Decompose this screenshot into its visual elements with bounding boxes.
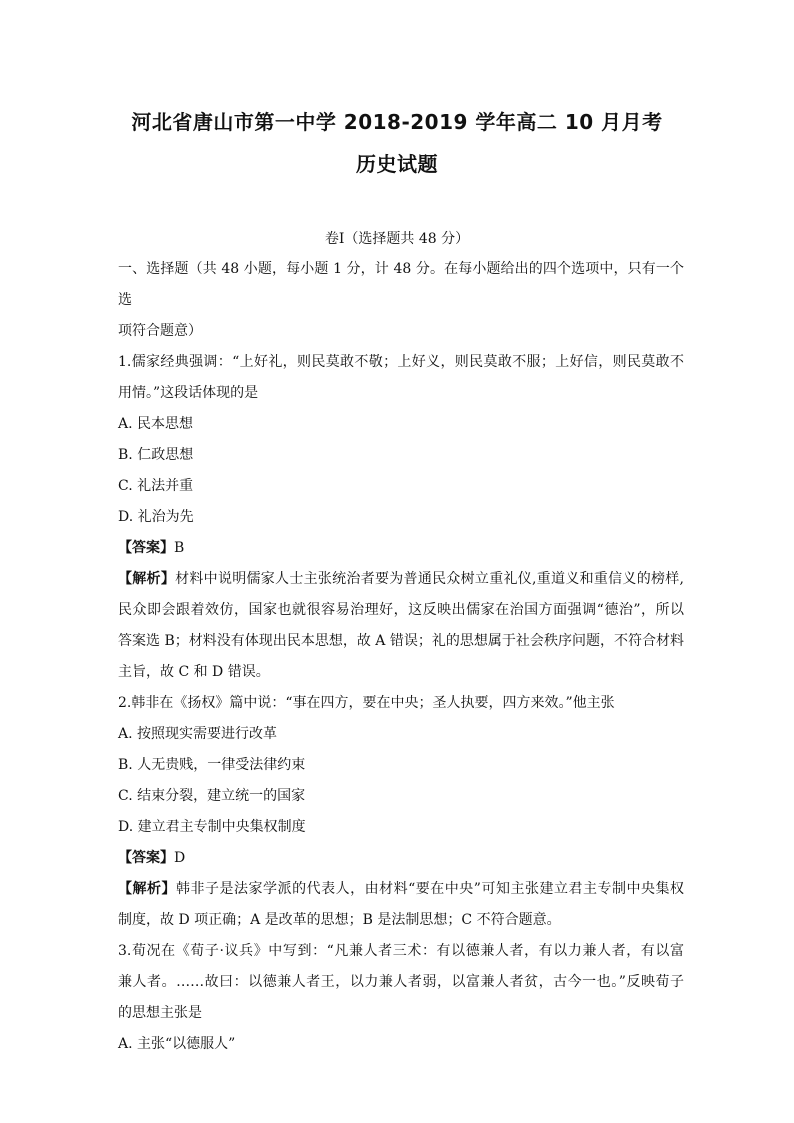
question-1-analysis: 答案选 B；材料没有体现出民本思想，故 A 错误；礼的思想属于社会秩序问题，不符合材料 [118, 633, 684, 649]
question-3-option-a: A. 主张“以德服人” [118, 1036, 236, 1052]
question-1-option-b: B. 仁政思想 [118, 447, 194, 463]
question-2-option-b: B. 人无贵贱，一律受法律约束 [118, 757, 306, 773]
question-3-stem: 3.荀况在《荀子·议兵》中写到：“凡兼人者三术：有以德兼人者，有以力兼人者，有以富 [118, 943, 684, 959]
question-1-answer [118, 533, 684, 564]
question-1-analysis: 民众即会跟着效仿，国家也就很容易治理好，这反映出儒家在治国方面强调“德治”，所以 [118, 602, 684, 618]
question-1-stem: 1.儒家经典强调：“上好礼，则民莫敢不敬；上好义，则民莫敢不服；上好信，则民莫敢不 [118, 354, 684, 370]
question-1-analysis [118, 564, 684, 595]
document-subtitle: 历史试题 [356, 152, 438, 176]
question-2-option-a: A. 按照现实需要进行改革 [118, 726, 278, 742]
question-1-stem: 用情。”这段话体现的是 [118, 385, 259, 401]
question-3-stem: 兼人者。……故曰：以德兼人者王，以力兼人者弱，以富兼人者贫，古今一也。”反映荀子 [118, 974, 684, 990]
intro-line: 一、选择题（共 48 小题，每小题 1 分，计 48 分。在每小题给出的四个选项中，只有一个选 [118, 261, 684, 308]
analysis-text: 材料中说明儒家人士主张统治者要为普通民众树立重礼仪,重道义和重信义的榜样, [175, 571, 684, 587]
question-2-analysis: 制度，故 D 项正确；A 是改革的思想；B 是法制思想；C 不符合题意。 [118, 912, 561, 928]
answer-label: 【答案】 [118, 540, 174, 556]
question-2-option-c: C. 结束分裂，建立统一的国家 [118, 788, 306, 804]
question-2-analysis [118, 874, 684, 905]
question-2-answer [118, 843, 684, 874]
analysis-label: 【解析】 [118, 571, 176, 587]
analysis-label: 【解析】 [118, 881, 177, 897]
document-title: 河北省唐山市第一中学 2018-2019 学年高二 10 月月考 [131, 110, 663, 134]
question-1-option-d: D. 礼治为先 [118, 509, 194, 525]
answer-label: 【答案】 [118, 850, 174, 866]
document-body [118, 254, 684, 1060]
answer-value: D [174, 850, 186, 866]
question-2-option-d: D. 建立君主专制中央集权制度 [118, 819, 306, 835]
question-1-option-a: A. 民本思想 [118, 416, 194, 432]
question-1-option-c: C. 礼法并重 [118, 478, 194, 494]
intro-line: 项符合题意） [118, 323, 202, 339]
question-3-stem: 的思想主张是 [118, 1005, 202, 1021]
analysis-text: 韩非子是法家学派的代表人，由材料“要在中央”可知主张建立君主专制中央集权 [176, 881, 685, 897]
section-heading: 卷Ⅰ（选择题共 48 分） [324, 231, 470, 247]
answer-value: B [174, 540, 185, 556]
question-2-stem: 2.韩非在《扬权》篇中说：“事在四方，要在中央；圣人执要，四方来效。”他主张 [118, 695, 615, 711]
question-1-analysis: 主旨，故 C 和 D 错误。 [118, 664, 270, 680]
